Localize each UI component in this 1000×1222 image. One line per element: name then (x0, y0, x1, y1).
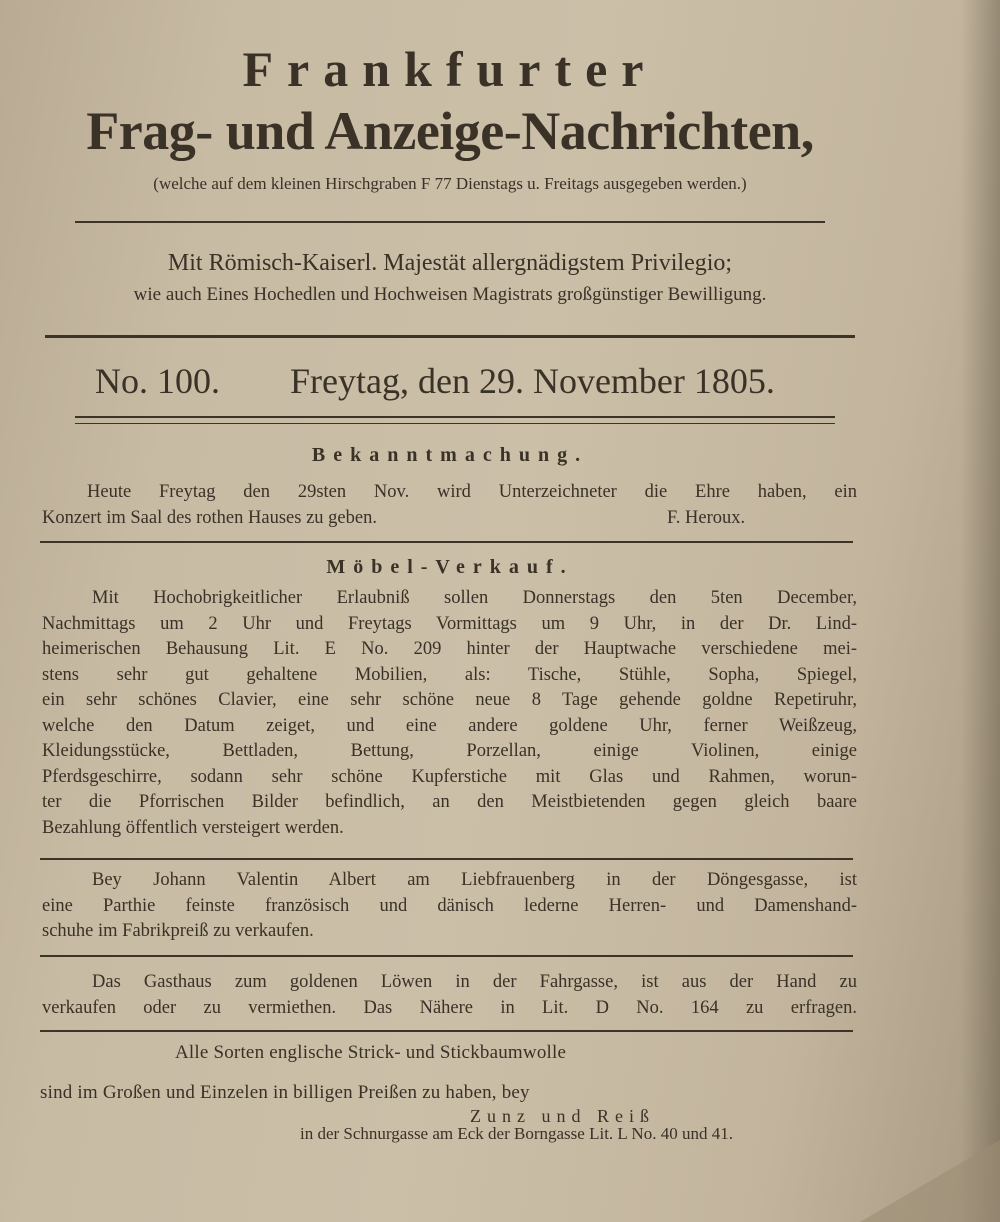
text-line: schuhe im Fabrikpreiß zu verkaufen. (42, 921, 314, 941)
text-line: verkaufen oder zu vermiethen. Das Nähere in Lit. D No. 164 zu erfragen. (42, 997, 857, 1018)
divider (75, 221, 825, 223)
text-line: ter die Pforrischen Bilder befindlich, an den Meistbietenden gegen gleich baare (42, 792, 857, 812)
privilege-line2: wie auch Eines Hochedlen und Hochweisen Magistrats großgünstiger Bewilligung. (133, 284, 767, 305)
text-line: Pferdsgeschirre, sodann sehr schöne Kupferstiche mit Glas und Rahmen, worun- (42, 766, 857, 787)
text-line: Bey Johann Valentin Albert am Liebfrauenberg in der Döngesgasse, ist (92, 870, 857, 890)
merchant-name: Zunz und Reiß (470, 1106, 655, 1126)
text-line: Bezahlung öffentlich versteigert werden. (42, 817, 344, 838)
page-edge-shadow (960, 0, 1000, 1222)
notice-heading: Bekanntmachung. (311, 444, 589, 466)
notice-body (42, 480, 857, 531)
divider (40, 858, 853, 860)
text-line: heimerischen Behausung Lit. E No. 209 hinter der Hauptwache verschiedene mei- (42, 639, 857, 659)
text-line: stens sehr gut gehaltene Mobilien, als: Tische, Stühle, Sopha, Spiegel, (42, 664, 857, 685)
text-line: Alle Sorten englische Strick- und Stickbaumwolle (175, 1042, 567, 1063)
masthead-subtitle: (welche auf dem kleinen Hirschgraben F 77 Dienstags u. Freitags ausgegeben werden.) (153, 174, 747, 193)
divider (40, 1030, 853, 1032)
notice-body (42, 586, 857, 841)
issue-date: Freytag, den 29. November 1805. (290, 361, 775, 401)
text-line: Kleidungsstücke, Bettladen, Bettung, Porzellan, einige Violinen, einige (42, 741, 857, 761)
masthead-title-line2: Frag- und Anzeige-Nachrichten, (86, 101, 814, 161)
notice-body (42, 868, 857, 945)
text-line: eine Parthie feinste französisch und dänisch lederne Herren- und Damenshand- (42, 895, 857, 916)
text-line (42, 506, 857, 532)
text-line: Mit Hochobrigkeitlicher Erlaubniß sollen Donnerstags den 5ten December, (92, 588, 857, 608)
signature: F. Heroux. (667, 507, 746, 528)
notice-body (42, 970, 857, 1021)
masthead-title-line1: Frankfurter (242, 41, 658, 97)
double-divider (75, 416, 835, 424)
divider (40, 955, 853, 957)
text-line: ein sehr schönes Clavier, eine sehr schöne neue 8 Tage gehende goldne Repetiruhr, (42, 690, 857, 710)
merchant-address: in der Schnurgasse am Eck der Borngasse Lit. L No. 40 und 41. (300, 1124, 733, 1143)
notice-heading: Möbel-Verkauf. (326, 556, 574, 578)
privilege-line1: Mit Römisch-Kaiserl. Majestät allergnädigstem Privilegio; (167, 250, 733, 276)
text-line: Nachmittags um 2 Uhr und Freytags Vormittags um 9 Uhr, in der Dr. Lind- (42, 613, 857, 634)
divider (40, 541, 853, 543)
text-line: Heute Freytag den 29sten Nov. wird Unterzeichneter die Ehre haben, ein (87, 482, 857, 502)
text-line: Das Gasthaus zum goldenen Löwen in der Fahrgasse, ist aus der Hand zu (92, 972, 857, 992)
folded-corner (860, 1140, 1000, 1222)
divider (45, 335, 855, 338)
text-line-part: Konzert im Saal des rothen Hauses zu geben. (42, 507, 377, 528)
text-line: welche den Datum zeiget, und eine andere goldene Uhr, ferner Weißzeug, (42, 715, 857, 736)
issue-number: No. 100. (95, 361, 220, 401)
text-line: sind im Großen und Einzelen in billigen Preißen zu haben, bey (40, 1082, 530, 1103)
